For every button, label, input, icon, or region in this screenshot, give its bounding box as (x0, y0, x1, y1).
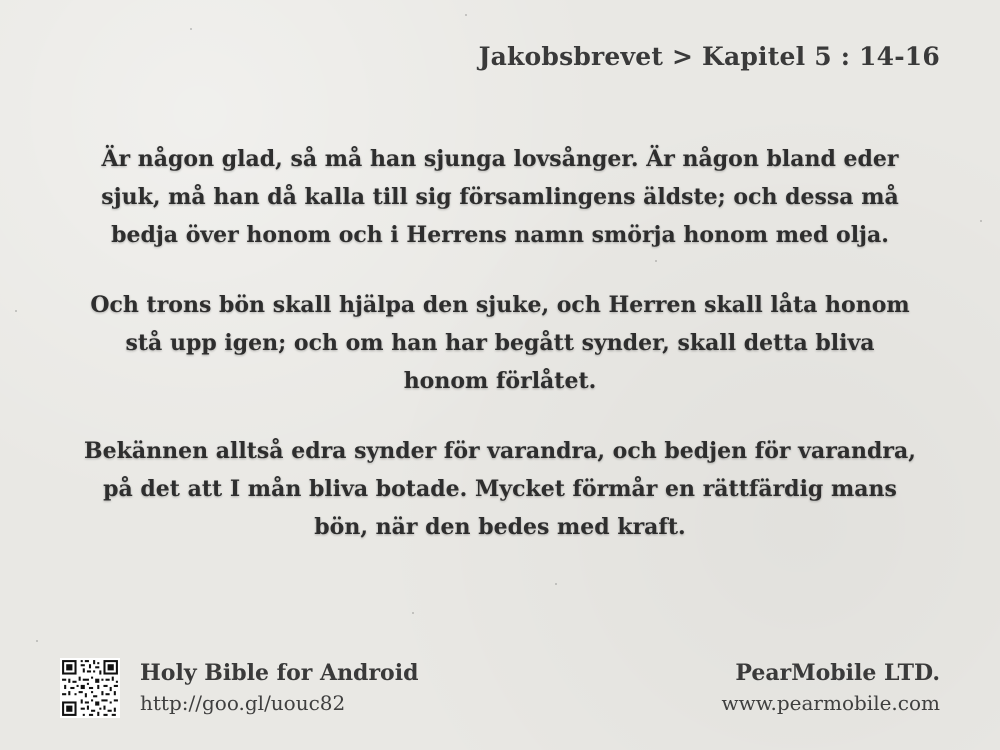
verse-reference: Jakobsbrevet > Kapitel 5 : 14-16 (478, 42, 940, 71)
qr-code-icon (60, 658, 120, 718)
company-link[interactable]: www.pearmobile.com (721, 691, 940, 715)
paper-speck (412, 612, 414, 614)
verse-16: Bekännen alltså edra synder för varandra, och bedjen för varandra, på det att I mån bliva botade. Mycket förmår en rättfärdig mans bön, när den bedes med kraft. (84, 438, 916, 540)
paper-speck (465, 14, 467, 16)
app-footer (60, 658, 418, 718)
paper-speck (980, 220, 982, 222)
paper-speck (190, 28, 192, 30)
app-info (140, 658, 418, 718)
paper-speck (36, 640, 38, 642)
verse-text-block (80, 140, 920, 578)
verse-15: Och trons bön skall hjälpa den sjuke, och Herren skall låta honom stå upp igen; och om han har begått synder, skall detta bliva honom förlåtet. (90, 292, 910, 394)
paper-speck (15, 310, 17, 312)
app-link[interactable]: http://goo.gl/uouc82 (140, 691, 346, 715)
company-info (722, 658, 940, 718)
app-name: Holy Bible for Android (140, 660, 419, 686)
company-name: PearMobile LTD. (735, 660, 940, 686)
paper-speck (555, 583, 557, 585)
verse-14: Är någon glad, så må han sjunga lovsånger. Är någon bland eder sjuk, må han då kalla till sig församlingens äldste; och dessa må bedja över honom och i Herrens namn smörja honom med olja. (101, 146, 899, 248)
